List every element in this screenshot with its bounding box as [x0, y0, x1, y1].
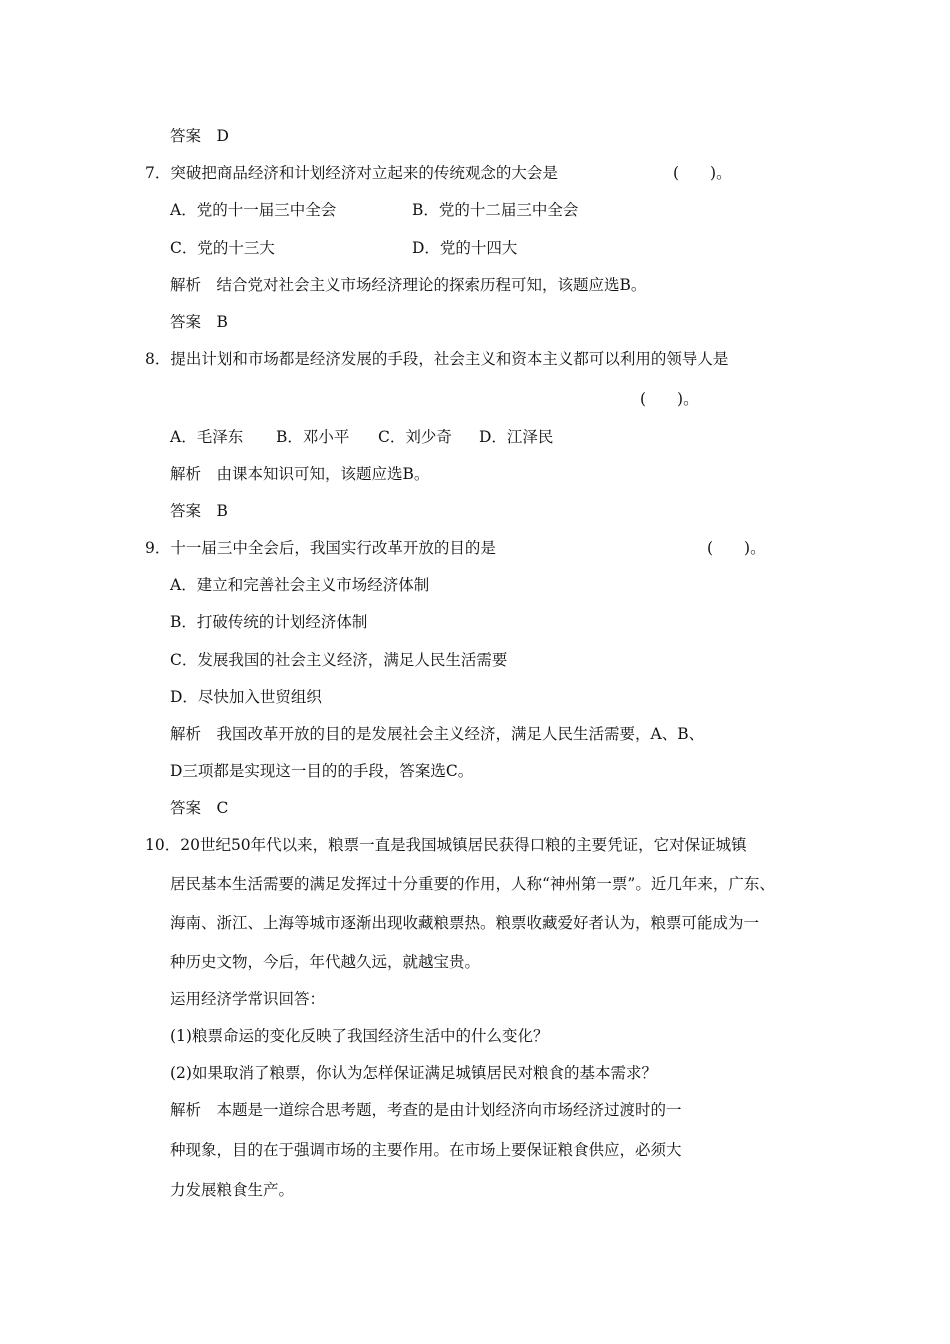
q9-option-d: D．尽快加入世贸组织 — [170, 688, 322, 706]
q8-option-d: D．江泽民 — [479, 428, 554, 446]
q10-instruction: 运用经济学常识回答： — [170, 990, 326, 1008]
q9-analysis-line1: 解析 我国改革开放的目的是发展社会主义经济，满足人民生活需要，A、B、 — [170, 725, 705, 743]
q10-stem-line2: 居民基本生活需要的满足发挥过十分重要的作用，人称“神州第一票”。近几年来，广东、 — [170, 875, 775, 893]
q10-analysis-line1: 解析 本题是一道综合思考题，考查的是由计划经济向市场经济过渡时的一 — [170, 1101, 682, 1119]
q8-answer: 答案 B — [170, 502, 228, 520]
q7-option-b: B．党的十二届三中全会 — [412, 201, 579, 219]
q7-option-c: C．党的十三大 — [170, 239, 275, 257]
q9-analysis-line2: D三项都是实现这一目的的手段，答案选C。 — [170, 762, 474, 780]
q10-sub-question-2: (2)如果取消了粮票，你认为怎样保证满足城镇居民对粮食的基本需求？ — [170, 1064, 657, 1082]
q8-stem: 8．提出计划和市场都是经济发展的手段，社会主义和资本主义都可以利用的领导人是 — [145, 350, 729, 368]
q8-option-b: B．邓小平 — [276, 428, 350, 446]
q7-answer: 答案 B — [170, 313, 228, 331]
q10-analysis-line3: 力发展粮食生产。 — [170, 1181, 295, 1199]
q7-paren: ( )。 — [673, 164, 732, 182]
q10-analysis-line2: 种现象，目的在于强调市场的主要作用。在市场上要保证粮食供应，必须大 — [170, 1141, 682, 1159]
q10-sub-question-1: (1)粮票命运的变化反映了我国经济生活中的什么变化？ — [170, 1027, 549, 1045]
q8-analysis: 解析 由课本知识可知，该题应选B。 — [170, 465, 430, 483]
q7-analysis: 解析 结合党对社会主义市场经济理论的探索历程可知，该题应选B。 — [170, 276, 647, 294]
q8-option-c: C．刘少奇 — [378, 428, 452, 446]
q10-stem-line1: 10．20世纪50年代以来，粮票一直是我国城镇居民获得口粮的主要凭证，它对保证城镇 — [145, 836, 747, 854]
q10-stem-line3: 海南、浙江、上海等城市逐渐出现收藏粮票热。粮票收藏爱好者认为，粮票可能成为一 — [170, 914, 760, 932]
q7-option-d: D．党的十四大 — [412, 239, 518, 257]
q7-option-a: A．党的十一届三中全会 — [170, 201, 337, 219]
q9-stem: 9．十一届三中全会后，我国实行改革开放的目的是 — [145, 539, 496, 557]
q7-stem: 7．突破把商品经济和计划经济对立起来的传统观念的大会是 — [145, 164, 558, 182]
q9-answer: 答案 C — [170, 799, 229, 817]
q10-stem-line4: 种历史文物，今后，年代越久远，就越宝贵。 — [170, 953, 481, 971]
q9-option-c: C．发展我国的社会主义经济，满足人民生活需要 — [170, 651, 508, 669]
q9-paren: ( )。 — [707, 539, 766, 557]
q8-paren: ( )。 — [640, 390, 699, 408]
q9-option-a: A．建立和完善社会主义市场经济体制 — [170, 576, 430, 594]
q8-option-a: A．毛泽东 — [170, 428, 244, 446]
q6-answer: 答案 D — [170, 127, 229, 145]
q9-option-b: B．打破传统的计划经济体制 — [170, 613, 368, 631]
